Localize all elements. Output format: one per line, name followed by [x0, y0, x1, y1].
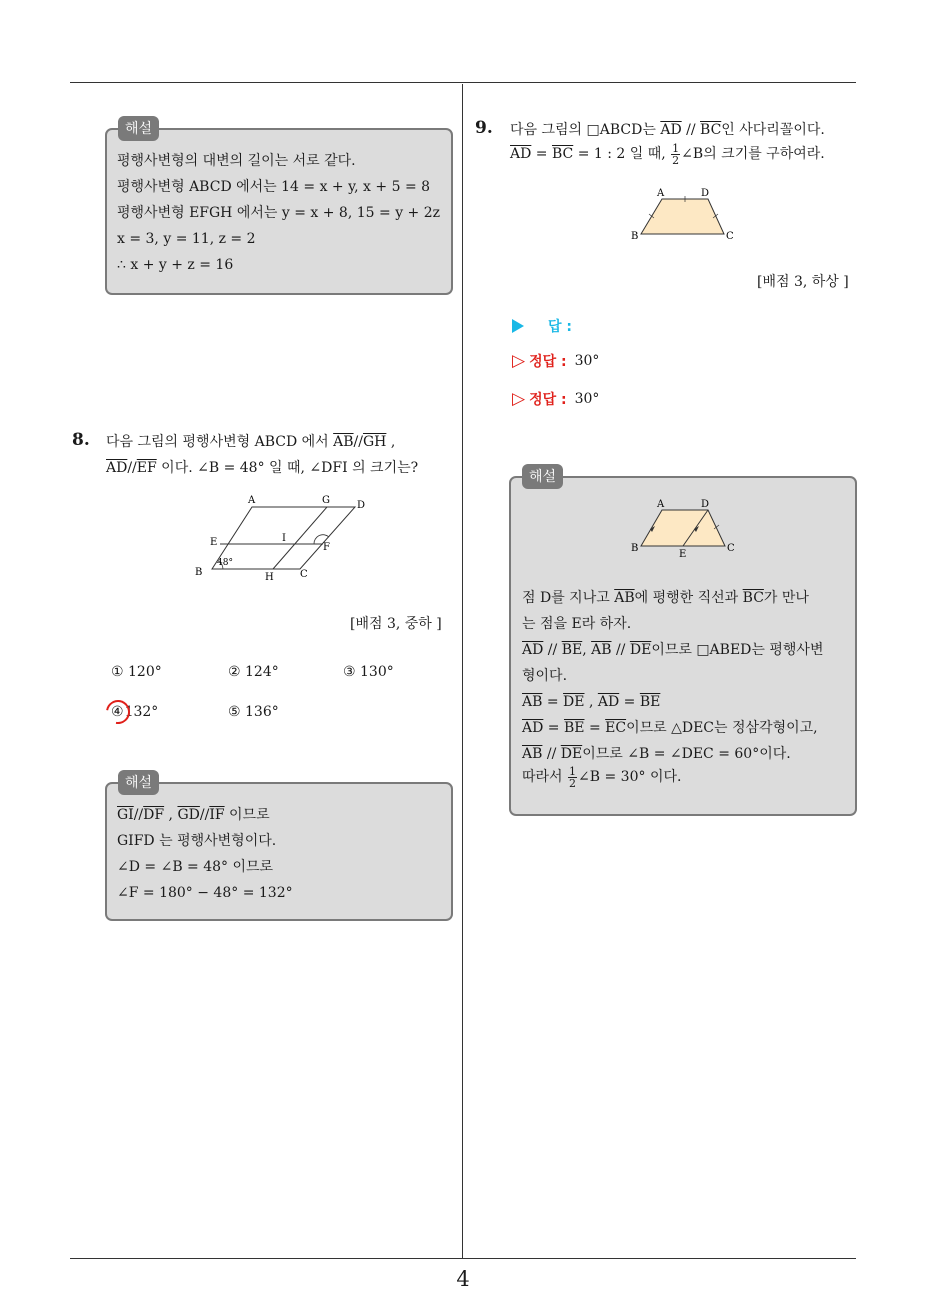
q9-score: [배점 3, 하상 ]	[757, 274, 849, 290]
label-d: D	[701, 499, 710, 510]
q8-parallelogram-figure	[190, 490, 380, 585]
q8-choice-5[interactable]: ⑤ 136°	[228, 704, 279, 720]
sol7-line-5: ∴ x + y + z = 16	[117, 257, 234, 273]
label-a: A	[248, 495, 256, 506]
solution-tag: 해설	[118, 116, 159, 141]
label-c: C	[726, 231, 734, 242]
label-d: D	[701, 188, 710, 199]
correct-label: 정답 :	[529, 354, 567, 370]
label-c: C	[300, 569, 308, 580]
q8-choice-1[interactable]: ① 120°	[111, 664, 162, 680]
label-f: F	[323, 542, 330, 553]
label-i: I	[282, 533, 286, 544]
correct-value: 30°	[574, 353, 600, 369]
outline-arrow-icon: ▷	[512, 351, 526, 371]
sol7-line-4: x = 3, y = 11, z = 2	[117, 231, 256, 247]
label-e: E	[679, 549, 687, 560]
correct-answer-row-2	[512, 389, 599, 409]
correct-value: 30°	[574, 391, 600, 407]
label-b: B	[631, 231, 639, 242]
question-8-number: 8.	[72, 430, 90, 450]
sol9-line-3: $\overline{AD} // \overline{BE}$, $\overline{AB} // \overline{DE}$이므로 □ABED는 평행사변	[522, 642, 824, 658]
choice-4-mark: ④	[111, 704, 124, 720]
answer-label: 답 :	[548, 319, 572, 335]
page-number: 4	[456, 1267, 470, 1291]
sol8-line-3: ∠D = ∠B = 48° 이므로	[117, 859, 274, 875]
sol7-line-2: 평행사변형 ABCD 에서는 14 = x + y, x + 5 = 8	[117, 179, 431, 195]
play-arrow-icon	[512, 319, 524, 333]
q8-choice-3[interactable]: ③ 130°	[343, 664, 394, 680]
sol8-line-1: $\overline{GI}//\overline{DF}$ , $\overline{GD}//\overline{IF}$ 이므로	[117, 807, 270, 823]
sol9-line-6: $\overline{AD} = \overline{BE} = \overline{EC}$이므로 △DEC는 정삼각형이고,	[522, 720, 818, 736]
sol9-line-2: 는 점을 E라 하자.	[522, 616, 632, 632]
label-a: A	[657, 188, 665, 199]
solution-tag: 해설	[522, 464, 563, 489]
sol9-line-8: 따라서 $\frac{1}{2}$ ∠B = 30° 이다.	[522, 764, 682, 790]
selected-answer-circle	[101, 695, 134, 728]
sol9-line-1: 점 D를 지나고 $\overline{AB}$에 평행한 직선과 $\overline{BC}$가 만나	[522, 590, 809, 606]
sol7-line-1: 평행사변형의 대변의 길이는 서로 같다.	[117, 153, 356, 169]
q8-choice-2[interactable]: ② 124°	[228, 664, 279, 680]
label-b: B	[195, 567, 203, 578]
fraction-one-half: $\frac{1}{2}$	[569, 764, 577, 790]
q9-text-line-2: $\overline{AD} = \overline{BC} = 1$ : 2 일 때, $\frac{1}{2}$ ∠B의 크기를 구하여라.	[510, 141, 825, 167]
label-c: C	[727, 543, 735, 554]
answer-row[interactable]	[512, 316, 572, 336]
q8-text-line-1: 다음 그림의 평행사변형 ABCD 에서 $\overline{AB}//\overline{GH}$ ,	[106, 434, 396, 450]
q9-solution-figure	[628, 496, 740, 560]
outline-arrow-icon: ▷	[512, 389, 526, 409]
sol9-line-5: $\overline{AB} = \overline{DE}$ , $\overline{AD} = \overline{BE}$	[522, 694, 661, 710]
label-d: D	[357, 500, 366, 511]
correct-answer-row-1	[512, 351, 599, 371]
column-separator	[462, 84, 463, 1258]
label-g: G	[322, 495, 330, 506]
sol9-line-7: $\overline{AB} // \overline{DE}$이므로 ∠B = ∠DEC = 60°이다.	[522, 746, 791, 762]
label-e: E	[210, 537, 218, 548]
label-b: B	[631, 543, 639, 554]
label-h: H	[265, 572, 274, 583]
sol7-line-3: 평행사변형 EFGH 에서는 y = x + 8, 15 = y + 2z	[117, 205, 441, 221]
question-9-number: 9.	[475, 118, 493, 138]
label-angle-48: 48°	[217, 558, 233, 568]
solution-tag: 해설	[118, 770, 159, 795]
top-rule	[70, 82, 856, 83]
q8-score: [배점 3, 중하 ]	[350, 616, 442, 632]
fraction-one-half: $\frac{1}{2}$	[672, 141, 680, 167]
bottom-rule	[70, 1258, 856, 1259]
trapezoid-abcd	[641, 199, 724, 234]
sol8-line-4: ∠F = 180° − 48° = 132°	[117, 885, 293, 901]
q9-text-line-1: 다음 그림의 □ABCD는 $\overline{AD} // \overline{BC}$인 사다리꼴이다.	[510, 122, 825, 138]
sol9-line-4: 형이다.	[522, 668, 568, 684]
q9-trapezoid-figure	[628, 185, 738, 243]
sol8-line-2: GIFD 는 평행사변형이다.	[117, 833, 277, 849]
q8-text-line-2: $\overline{AD}//\overline{EF}$ 이다. ∠B = 48° 일 때, ∠DFI 의 크기는?	[106, 460, 419, 476]
choice-4-value: 132°	[124, 704, 159, 720]
correct-label: 정답 :	[529, 392, 567, 408]
label-a: A	[657, 499, 665, 510]
